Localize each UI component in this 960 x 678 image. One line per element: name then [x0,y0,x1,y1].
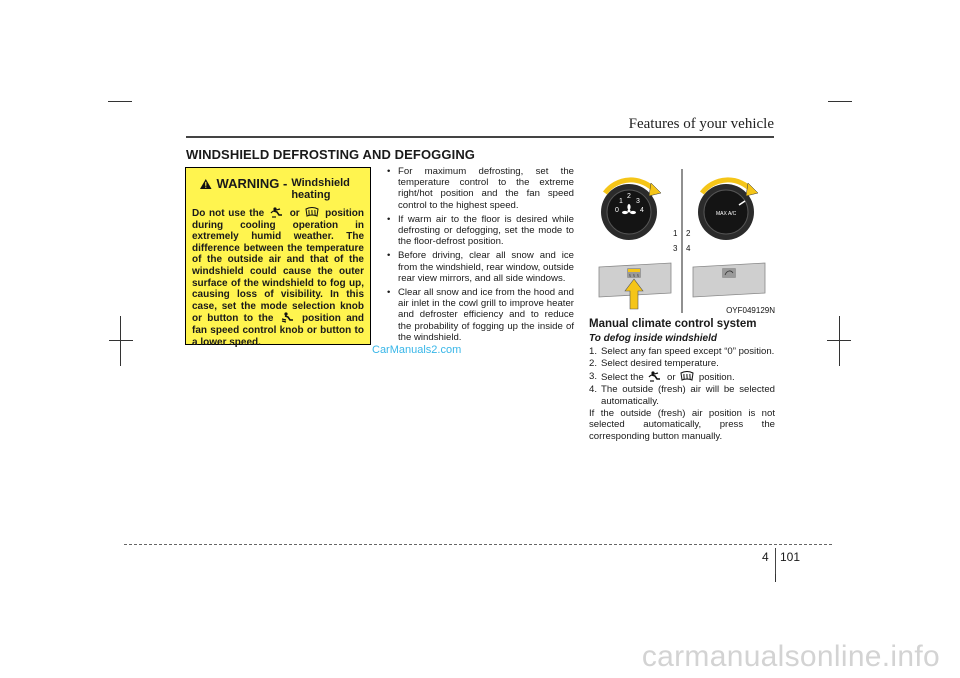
quadrant-label-4: 4 [686,244,691,253]
warning-subtitle: Windshield heating [291,177,350,201]
warning-text-3: position during cooling operation in extremely humid weather. The difference between the temperature of the outside air and that of the windshield could cause the outer surface of the windshield to fog up, causing loss of visibility. In this case, set the mode selection knob or button to the [192,208,365,325]
crop-mark-top-left [108,101,132,102]
step-item [589,384,775,407]
section-title: WINDSHIELD DEFROSTING AND DEFOGGING [186,147,476,162]
defrost-floor-mode-icon [648,371,662,382]
step-3-text-a: Select the [601,371,644,383]
step-item [589,358,775,369]
quadrant-label-2: 2 [686,229,691,238]
bullet-item: • If warm air to the floor is desired while defrosting or defogging, set the mode to the floor-defrost position. [386,214,574,248]
fan-speed-dial [601,180,661,240]
quadrant-label-3: 3 [673,244,678,253]
fan-dial-num-2: 2 [627,193,631,200]
figure-code: OYF049129N [726,306,775,315]
crop-mark-left-v [120,316,121,366]
bullet-item: • For maximum defrosting, set the temperature control to the extreme right/hot position and the fan speed control to the highest speed. [386,166,574,211]
crop-mark-left-h [109,340,133,341]
step-text: The outside (fresh) air will be selected automatically. [601,384,775,407]
crop-mark-right-h [827,340,851,341]
middle-column [386,166,574,346]
bullet-item: • Before driving, clear all snow and ice from the windshield, rear window, outside rear view mirrors, and all side windows. [386,250,574,284]
windshield-defrost-icon [680,371,694,382]
bullet-list [386,166,574,343]
step-text: Select desired temperature. [601,358,719,370]
step-item [589,346,775,357]
fan-dial-num-1: 1 [619,198,623,205]
warning-text-4: position and fan speed control knob or button to a lower speed. [192,313,364,348]
carmanuals-watermark: CarManuals2.com [372,344,462,356]
step-text [601,371,775,383]
crop-mark-top-right [828,101,852,102]
page-header-title: Features of your vehicle [628,116,774,132]
temperature-dial [698,180,758,240]
climate-control-figure [589,167,775,315]
chapter-number: 4 [762,550,769,564]
step-number: 4. [589,384,598,396]
warning-triangle-icon [200,177,212,191]
defrost-button-panel [599,263,671,309]
recirculation-button-panel [693,263,765,297]
warning-text-1: Do not use the [192,208,265,219]
bullet-item: • Clear all snow and ice from the hood and air inlet in the cowl grill to improve heater and defroster efficiency and to reduce the probability of fogging up the inside of the windshield. [386,287,574,343]
warning-text-2: or [289,208,300,219]
quadrant-label-1: 1 [673,229,678,238]
page-number-separator [775,548,776,574]
fan-dial-num-4: 4 [640,207,644,214]
manual-note: If the outside (fresh) air position is not selected automatically, press the corresponding button manually. [589,408,775,442]
warning-label: WARNING - [216,176,288,191]
climate-control-illustration [589,167,775,315]
defog-steps [589,346,775,407]
page-number: 101 [780,550,801,564]
header-rule [186,136,774,138]
step-3-text-b: or [667,371,676,383]
floor-mode-icon [281,312,295,323]
step-3-text-c: position. [698,371,735,383]
step-number: 2. [589,358,598,370]
defog-subtitle: To defog inside windshield [589,333,717,344]
site-watermark: carmanualsonline.info [641,640,940,673]
warning-body [192,207,364,348]
manual-climate-title: Manual climate control system [589,318,757,330]
fan-dial-num-3: 3 [636,198,640,205]
footer-dashed-rule [124,544,832,545]
warning-header [200,176,364,201]
fan-dial-num-0: 0 [615,207,619,214]
crop-mark-bottom-v [775,574,776,582]
step-item [589,371,775,383]
warning-box [185,167,371,348]
right-column [589,318,775,442]
step-number: 1. [589,346,598,357]
crop-mark-right-v [839,316,840,366]
step-text: Select any fan speed except “0” position. [601,346,775,357]
defrost-floor-mode-icon [270,207,284,218]
step-number: 3. [589,370,598,382]
windshield-defrost-icon [305,207,319,218]
temp-dial-text: MAX A/C [716,211,737,217]
